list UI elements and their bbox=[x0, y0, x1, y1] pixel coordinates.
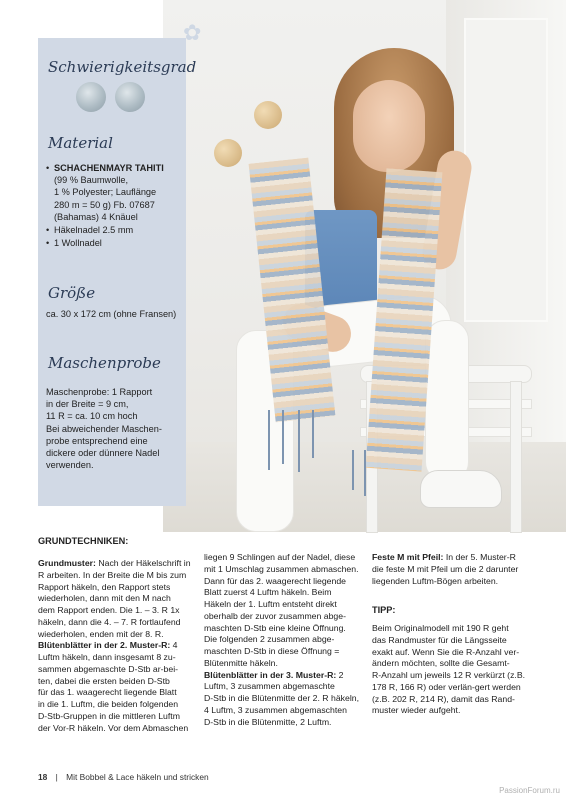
shawl-fringe bbox=[312, 410, 314, 458]
text-line: Rapport häkeln, den Rapport stets bbox=[38, 581, 171, 592]
text-column-1 bbox=[38, 558, 194, 734]
shawl-fringe bbox=[352, 450, 354, 490]
text-line: dem Rapport enden. Die 1. – 3. R 1x bbox=[38, 605, 180, 615]
text-column-3 bbox=[372, 552, 528, 717]
fixed-stitch-paragraph bbox=[372, 552, 528, 587]
text-line: Blatt zuerst 4 Luftm häkeln. Beim bbox=[204, 587, 332, 598]
model-shoe bbox=[420, 470, 502, 508]
text-line: liegenden Luftm-Bögen arbeiten. bbox=[372, 575, 499, 586]
text-line: Beim Originalmodell mit 190 R geht bbox=[372, 623, 509, 633]
text-line: ändern möchten, sollte die Gesamt- bbox=[372, 658, 510, 669]
size-text: ca. 30 x 172 cm (ohne Fransen) bbox=[46, 309, 177, 319]
tip-paragraph bbox=[372, 623, 528, 717]
wall-peg bbox=[254, 101, 282, 129]
gauge-line: in der Breite = 9 cm, bbox=[46, 399, 129, 410]
material-yarn-detail: 280 m = 50 g) Fb. 07687 bbox=[54, 199, 155, 210]
difficulty-heading: Schwierigkeitsgrad bbox=[48, 58, 197, 76]
text-line: in die 1. Luftm, die beiden folgenden bbox=[38, 699, 179, 709]
publication-title: Mit Bobbel & Lace häkeln und stricken bbox=[66, 772, 209, 782]
difficulty-yarn-ball-icon bbox=[115, 82, 145, 112]
material-list bbox=[46, 162, 184, 249]
material-needle-item: • Häkelnadel 2.5 mm bbox=[46, 224, 184, 236]
text-line: Blütenblätter in der 3. Muster-R: 2 bbox=[204, 669, 344, 680]
difficulty-yarn-ball-icon bbox=[76, 82, 106, 112]
bold-run: Blütenblätter in der 3. Muster-R: bbox=[204, 669, 337, 680]
material-heading: Material bbox=[48, 134, 113, 152]
text-line: wiederholen, dann mit den M nach bbox=[38, 593, 171, 604]
gauge-text bbox=[46, 386, 184, 471]
text-line: Blütenmitte häkeln. bbox=[204, 657, 278, 668]
text-line: maschten D-Stb eine kleine Öffnung. bbox=[204, 622, 346, 633]
watermark: PassionForum.ru bbox=[499, 786, 560, 795]
gauge-line: Bei abweichender Maschen- bbox=[46, 423, 162, 434]
text-line: der Vor-R häkeln. Vor dem Abmaschen bbox=[38, 722, 189, 733]
text-line: die feste M mit Pfeil um die 2 darunter bbox=[372, 563, 519, 574]
shawl-fringe bbox=[268, 410, 270, 470]
text-line: Blütenblätter in der 2. Muster-R: 4 bbox=[38, 640, 178, 651]
gauge-line: probe entsprechend eine bbox=[46, 435, 148, 446]
model-face bbox=[353, 80, 425, 172]
material-yarn-detail: 1 % Polyester; Lauflänge bbox=[54, 187, 157, 198]
text-line: 4 Luftm, 3 zusammen abgemaschten bbox=[204, 704, 347, 715]
section-title: GRUNDTECHNIKEN: bbox=[38, 536, 129, 546]
text-line: wiederholen, enden mit der 8. R. bbox=[38, 628, 164, 639]
bold-run: Feste M mit Pfeil: bbox=[372, 552, 444, 562]
text-line: das Randmuster für die Längsseite bbox=[372, 634, 507, 645]
text-line: Dann für das 2. waagerecht liegende bbox=[204, 575, 346, 586]
text-line: liegen 9 Schlingen auf der Nadel, diese bbox=[204, 552, 356, 562]
tip-heading: TIPP: bbox=[372, 605, 396, 616]
page-number: 18 bbox=[38, 772, 48, 782]
info-panel bbox=[38, 38, 197, 506]
material-wool-needle-item: • 1 Wollnadel bbox=[46, 237, 184, 249]
text-line: oberhalb der zuvor zusammen abge- bbox=[204, 610, 346, 621]
material-yarn-detail: (Bahamas) 4 Knäuel bbox=[54, 211, 138, 222]
text-line: (z.B. 202 R, 214 R), damit das Rand- bbox=[372, 693, 515, 704]
material-yarn-item bbox=[46, 162, 184, 174]
text-line: 178 R, 166 R) oder verlän-gert werden bbox=[372, 681, 521, 692]
text-line: Die folgenden 2 zusammen abge- bbox=[204, 634, 335, 645]
text-column-2 bbox=[204, 552, 360, 728]
text-line: Grundmuster: Nach der Häkelschrift in bbox=[38, 558, 191, 568]
model-pants bbox=[425, 320, 469, 482]
gauge-line: verwenden. bbox=[46, 460, 94, 471]
material-yarn-name: SCHACHENMAYR TAHITI bbox=[54, 163, 164, 173]
text-line: Feste M mit Pfeil: In der 5. Muster-R bbox=[372, 552, 516, 562]
text-line: für das 1. waagerecht liegende Blatt bbox=[38, 687, 177, 698]
text-line: häkeln, dann die 4. – 7. R fortlaufend bbox=[38, 616, 181, 627]
text-line: sammen abgemaschte D-Stb ar-bei- bbox=[38, 663, 179, 674]
text-line: Luftm häkeln, dann insgesamt 8 zu- bbox=[38, 652, 176, 662]
text-line: D-Stb-Gruppen in die mittleren Luftm bbox=[38, 710, 180, 721]
bold-run: Blütenblätter in der 2. Muster-R: bbox=[38, 640, 171, 651]
flower-decoration-icon: ✿ bbox=[183, 20, 202, 45]
gauge-heading: Maschenprobe bbox=[48, 354, 161, 372]
text-line: muster wieder aufgeht. bbox=[372, 705, 461, 716]
footer-separator: | bbox=[55, 772, 58, 782]
bold-run: Grundmuster: bbox=[38, 558, 96, 568]
text-line: R arbeiten. In der Breite die M bis zum bbox=[38, 569, 187, 580]
photo-door bbox=[464, 18, 548, 322]
text-line: mit 1 Umschlag zusammen abmaschen. bbox=[204, 563, 359, 574]
wall-peg bbox=[214, 139, 242, 167]
material-yarn-detail: (99 % Baumwolle, bbox=[54, 175, 129, 186]
text-line: ten, dabei die ersten beiden D-Stb bbox=[38, 675, 170, 686]
text-line: R-Anzahl um jeweils 12 R verkürzt (z.B. bbox=[372, 670, 526, 680]
text-line: Luftm, 3 zusammen abgemaschte bbox=[204, 681, 335, 692]
text-line: D-Stb in die Blütenmitte der 2. R häkeln, bbox=[204, 693, 360, 703]
gauge-line: 11 R = ca. 10 cm hoch bbox=[46, 411, 138, 422]
page-footer bbox=[38, 772, 209, 782]
gauge-line: dickere oder dünnere Nadel bbox=[46, 448, 160, 459]
size-heading: Größe bbox=[48, 284, 96, 302]
gauge-line: Maschenprobe: 1 Rapport bbox=[46, 387, 153, 397]
text-line: D-Stb in die Blütenmitte, 2 Luftm. bbox=[204, 716, 332, 727]
shawl-fringe bbox=[298, 410, 300, 472]
text-line: maschten D-Stb in diese Öffnung = bbox=[204, 646, 340, 656]
shawl-fringe bbox=[282, 410, 284, 464]
text-line: exakt auf. Wenn Sie die R-Anzahl ver- bbox=[372, 646, 520, 657]
shawl-fringe bbox=[364, 450, 366, 496]
text-line: Häkeln der 1. Luftm entsteht direkt bbox=[204, 599, 337, 609]
